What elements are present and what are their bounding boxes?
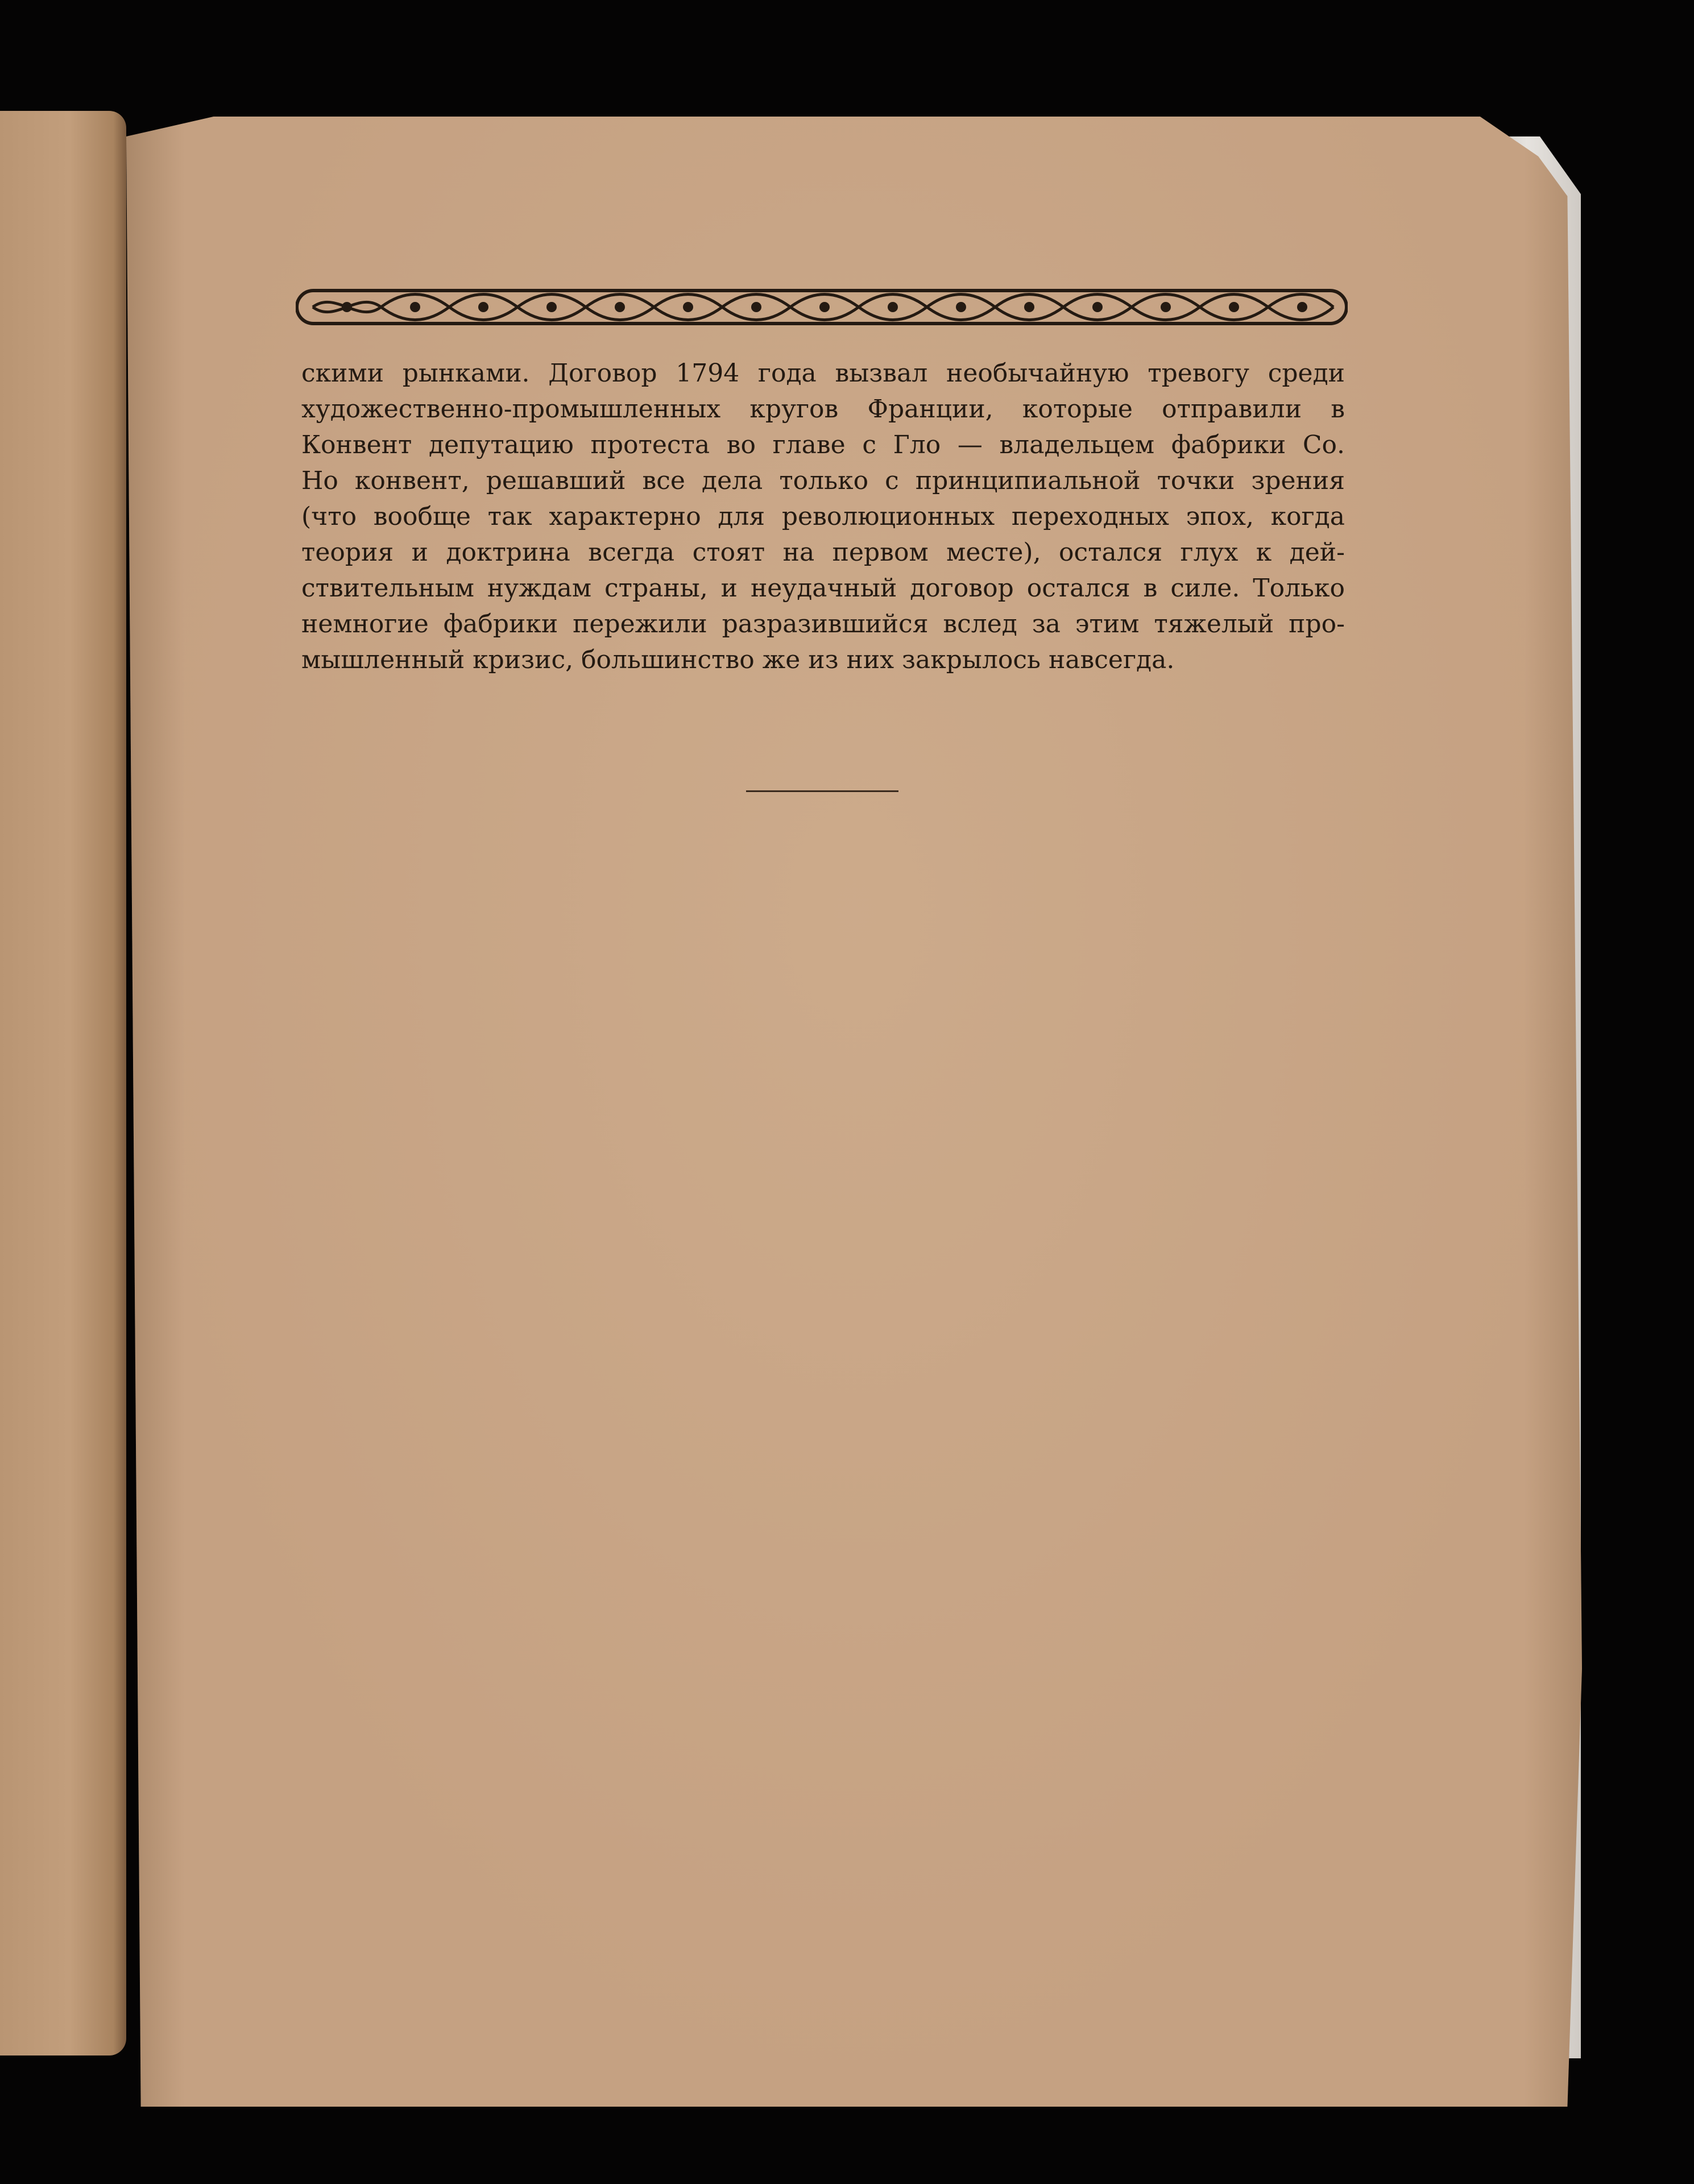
section-end-rule bbox=[746, 790, 898, 792]
text-line: немногие фабрики пережили разразившийся вслед за этим тяжелый про- bbox=[301, 610, 1345, 639]
decorative-header-ornament bbox=[296, 287, 1348, 327]
text-line: художественно-промышленных кругов Франции, которые отправили в bbox=[301, 395, 1345, 424]
text-line: ствительным нуждам страны, и неудачный договор остался в силе. Только bbox=[301, 574, 1345, 603]
text-line: (что вообще так характерно для революционных переходных эпох, когда bbox=[301, 502, 1345, 531]
text-line: скими рынками. Договор 1794 года вызвал необычайную тревогу среди bbox=[301, 359, 1345, 388]
body-paragraph bbox=[301, 355, 1345, 678]
left-facing-page bbox=[0, 111, 126, 2055]
text-line: теория и доктрина всегда стоят на первом месте), остался глух к дей- bbox=[301, 538, 1345, 567]
text-line: Но конвент, решавший все дела только с принципиальной точки зрения bbox=[301, 466, 1345, 495]
text-line: Конвент депутацию протеста во главе с Гло — владельцем фабрики Со. bbox=[301, 430, 1345, 459]
text-line: мышленный кризис, большинство же из них закрылось навсегда. bbox=[301, 645, 1175, 674]
